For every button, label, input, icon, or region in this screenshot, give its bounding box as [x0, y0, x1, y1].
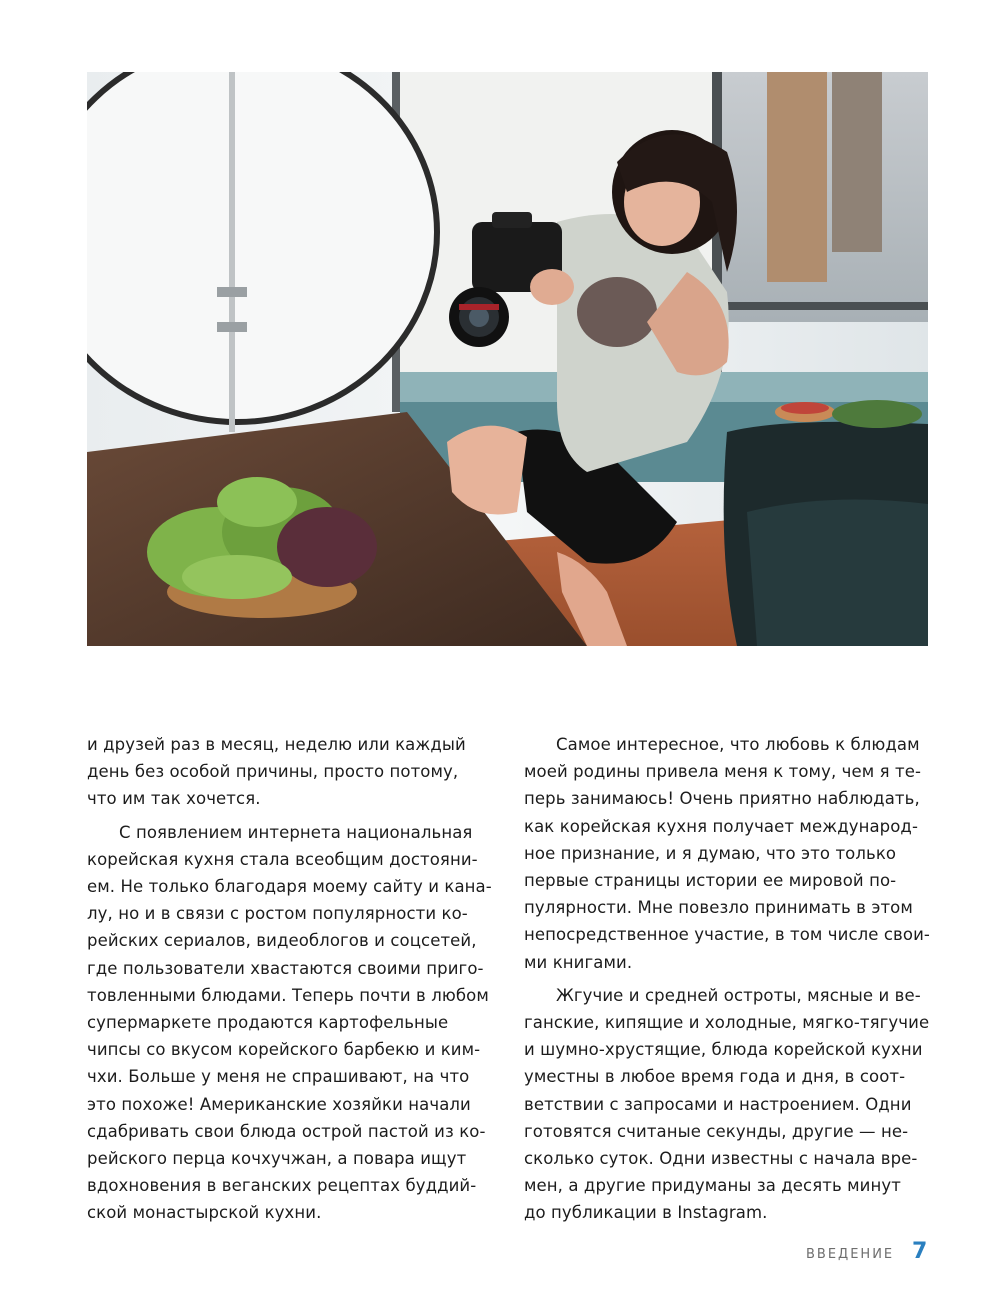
- left-paragraph-2: С появлением интернета национальная корейская кухня стала всеобщим достояни- ем. Не только благодаря моему сайту и кана- лу, но и в связи с ростом популярности ко- рейских сериалов, видеоблогов и соцсетей, где пользователи хвастаются своими приго- товленными блюдами. Теперь почти в любом супермаркете продаются картофельные чипсы со вкусом корейского барбекю и ким- чхи. Больше у меня не спрашивают, на что это похоже! Американские хозяйки начали сдабривать свои блюда острой пастой из ко- рейского перца кочхучжан, а повара ищут вдохновения в веганских рецептах буддий- ской монастырской кухни.: [87, 822, 492, 1223]
- page-number: 7: [912, 1239, 928, 1264]
- left-paragraph-1: и друзей раз в месяц, неделю или каждый день без особой причины, просто потому, что им так хочется.: [87, 735, 466, 809]
- right-paragraph-1: Самое интересное, что любовь к блюдам моей родины привела меня к тому, чем я те- перь занимаюсь! Очень приятно наблюдать, как корейская кухня получает международ- ное признание, и я думаю, что это только первые страницы истории ее мировой по- пулярности. Мне повезло принимать в этом непосредственное участие, в том числе свои- ми книгами.: [524, 735, 930, 972]
- section-label: ВВЕДЕНИЕ: [806, 1247, 895, 1262]
- hero-photo: [87, 72, 928, 646]
- left-text-column: [87, 731, 497, 1233]
- right-paragraph-2: Жгучие и средней остроты, мясные и ве- ганские, кипящие и холодные, мягко-тягучие и шумно-хрустящие, блюда корейской кухни уместны в любое время года и дня, в соот- ветствии с запросами и настроением. Одни готовятся считаные секунды, другие — не- сколько суток. Одни известны с начала вре- мен, а другие придуманы за десять минут до публикации в Instagram.: [524, 985, 930, 1223]
- right-text-column: [524, 731, 934, 1233]
- photo-illustration: [87, 72, 928, 646]
